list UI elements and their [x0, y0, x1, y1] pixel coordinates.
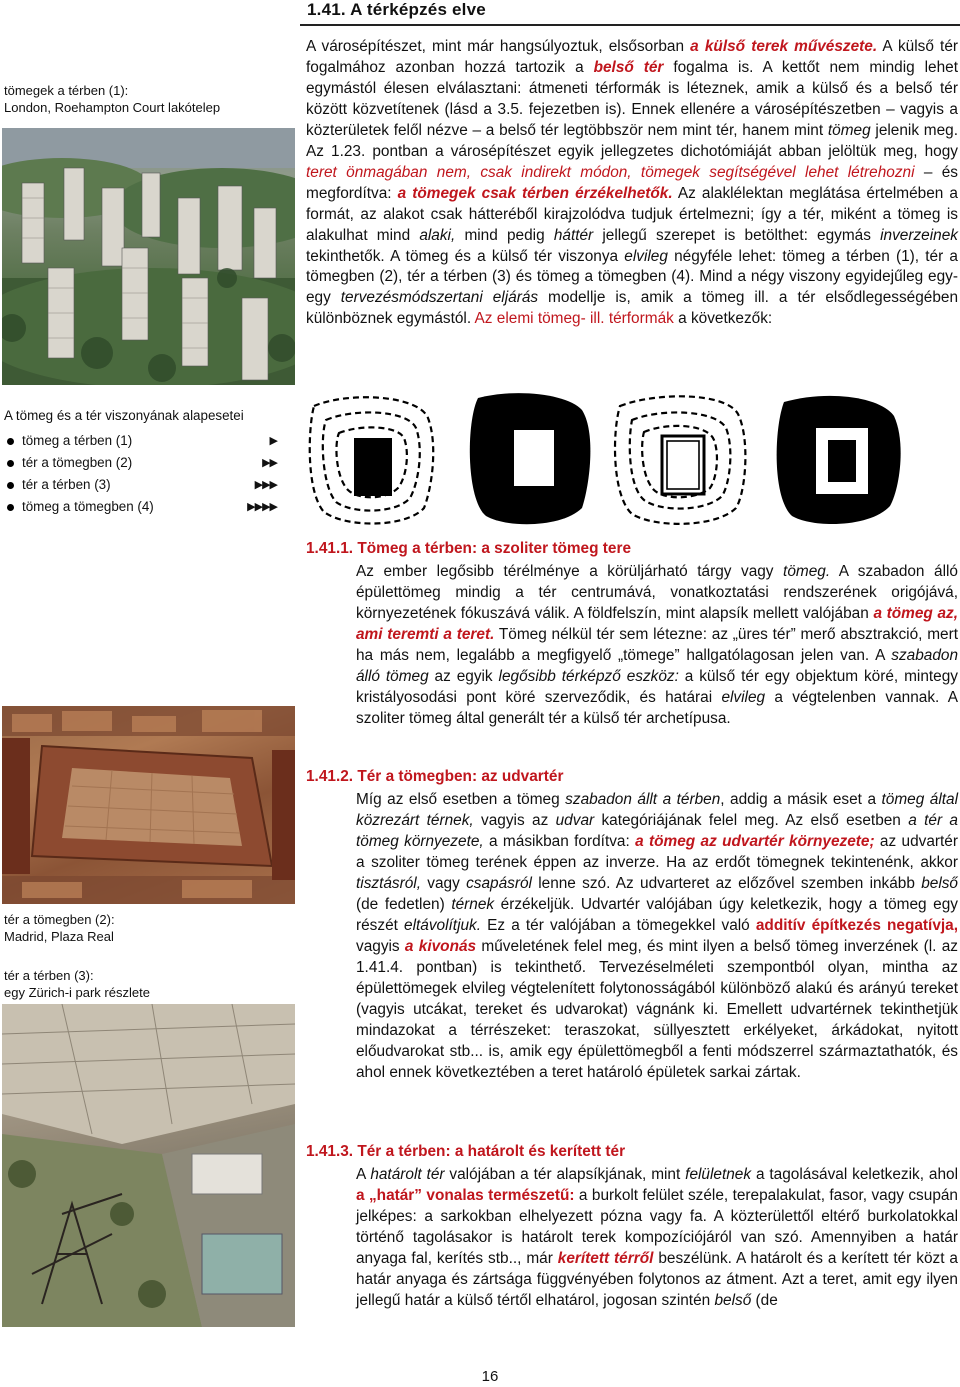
section-heading-1: 1.41.1. Tömeg a térben: a szoliter tömeg tere	[306, 540, 632, 557]
caption-madrid-line1: tér a tömegben (2):	[4, 912, 115, 927]
legend-item: tér a térben (3) ▶▶▶	[4, 474, 294, 496]
bullet-icon	[7, 482, 14, 489]
photo-zurich	[2, 1004, 295, 1327]
section-heading-3: 1.41.3. Tér a térben: a határolt és kerített tér	[306, 1143, 626, 1160]
diagram-bounded-frame	[662, 436, 704, 494]
legend-title: A tömeg és a tér viszonyának alapesetei	[4, 408, 244, 423]
caption-roehampton-line2: London, Roehampton Court lakótelep	[4, 100, 221, 115]
caption-madrid-line2: Madrid, Plaza Real	[4, 929, 114, 944]
page-number: 16	[481, 1368, 499, 1385]
caption-roehampton	[4, 82, 294, 116]
bullet-icon	[7, 438, 14, 445]
caption-zurich-line1: tér a térben (3):	[4, 968, 94, 983]
diagram-bounded-inner	[667, 441, 699, 489]
intro-paragraph: A városépítészet, mint már hangsúlyoztuk, elsősorban a külső terek művészete. A külső tér fogalmához azonban hozzá tartozik a belső tér fogalma is. A kettőt nem mindig lehet egymástól élesen elválasztani: átmeneti térformák is léteznek, amik a külső és a belső tér között közvetítenek (lásd a 3.5. fejezetben is). Ennek ellenére a városépítészetben – vagyis a közterületek felől nézve – a belső tér legtöbbször nem mint tér, hanem mint tömeg jelenik meg. Az 1.23. pontban a városépítészet egyik jellegzetes dichotómiáját abban jelöltük meg, hogy teret önmagában nem, csak indirekt módon, tömegek segítségével lehet létrehozni – és megfordítva: a tömegek csak térben érzékelhetők. Az alaklélektan meglátása értelmében a formát, az alakot csak hátteréből kirajzolódva tudjuk értelmezni; így a tér, miként a tömeg is alakulhat mind alaki, mind pedig háttér jellegű szerepet is betölthet: egymás inverzeinek tekinthetők. A tömeg és a külső tér viszonya elvileg négyféle lehet: tömeg a térben (1), tér a tömegben (2), tér a térben (3) és tömeg a tömegben (4). Mind a négy viszony egyidejűleg egy-egy tervezésmódszertani eljárás modellje is, amik a tömeg ill. a tér elsődlegességében különböznek egymástól. Az elemi tömeg- ill. térformák a következők:	[306, 38, 959, 328]
diagram-void	[514, 430, 554, 486]
caption-roehampton-line1: tömegek a térben (1):	[4, 83, 129, 98]
page-title: 1.41. A térképzés elve	[307, 0, 486, 19]
roehampton-illustration	[2, 128, 295, 385]
section-body-1: Az ember legősibb térélménye a körüljárható tárgy vagy tömeg. A szabadon álló épülettömeg mindig a tér centrumává, vonatkoztatási rendszerének origójává, környezetének fókuszává válik. A földfelszín, mint alapsík mellett valójában a tömeg az, ami teremti a teret. Tömeg nélkül tér sem létezne: az „üres tér” merő absztrakció, mert ha más nem, legalább a megfigyelő „tömege” hallgatólagosan jelen van. A szabadon álló tömeg az egyik legősibb térképző eszköz: a külső tér egy objektum köré, mintegy kristályosodási pont köré szerveződik, és határai elvileg a végtelenben vannak. A szoliter tömeg által generált tér a külső tér archetípusa.	[356, 563, 958, 727]
caption-zurich	[4, 967, 294, 1001]
photo-madrid	[2, 706, 295, 904]
arrow-icon: ▶▶	[262, 457, 277, 469]
section-body-3: A határolt tér valójában a tér alapsíkjának, mint felületnek a tagolásával keletkezik, ahol a „határ” vonalas természetű: a burkolt felület széle, terepalakulat, fasor, vagy csupán jelképes: a sarkokban elhelyezett pózna vagy fa. A közterülettől eltérő burkolatokkal történő tagolásakor is határolt terek kompozíciójáról van szó. Amennyiben a határ anyaga fal, kerítés stb.., már kerített térről beszélünk. A határolt és a kerített tér közt a határ anyaga és zártsága függvényében folytonos az átment. Azt a teret, amit egy ilyen jellegű határ a külső tértől elhatárol, jogosan szintén belső (de	[356, 1166, 958, 1309]
mass-space-legend	[4, 408, 294, 518]
section-heading-2: 1.41.2. Tér a tömegben: az udvartér	[306, 768, 564, 785]
arrow-icon: ▶	[269, 435, 277, 447]
photo-roehampton	[2, 128, 295, 385]
arrow-icon: ▶▶▶▶	[247, 501, 277, 513]
title-rule	[300, 24, 960, 26]
madrid-illustration	[2, 706, 295, 904]
diagram-solid-mass	[354, 438, 392, 496]
legend-item: tömeg a térben (1) ▶	[4, 430, 294, 452]
mass-space-diagrams	[306, 388, 902, 528]
bullet-icon	[7, 460, 14, 467]
caption-madrid	[4, 911, 294, 945]
arrow-icon: ▶▶▶	[254, 479, 277, 491]
diagram-inner-mass	[828, 440, 856, 482]
bullet-icon	[7, 504, 14, 511]
legend-item: tömeg a tömegben (4) ▶▶▶▶	[4, 496, 294, 518]
section-body-2: Míg az első esetben a tömeg szabadon állt a térben, addig a másik eset a tömeg által közrezárt térnek, vagyis az udvar kategóriájának felel meg. Az első esetben a tér a tömeg környezete, a másikban fordítva: a tömeg az udvartér környezete; az udvartér a szoliter tömeg terének éppen az inverze. Ha az erdőt tömegnek tekintenénk, akkor tisztásról, vagy csapásról lenne szó. Az udvarteret az előzővel szemben inkább belső (de fedetlen) térnek érzékeljük. Udvartér valójában úgy keletkezik, hogy a tömeg egy részét eltávolítjuk. Ez a tér valójában a tömegekkel való additív építkezés negatívja, vagyis a kivonás műveletének felel meg, és mint ilyen a belső tömeg inverzének (l. az 1.41.4. pontban) is tekinthető. Tervezéselméleti szempontból olyan, mintha az épülettömegek elvileg végtelenített folytonosságából különböző alakú és arányú tereket (vagyis utcákat, tereket és udvarokat) vágnánk ki. Emellett udvartérnek tekinthetjük mindazokat a térrészeket: teraszokat, süllyesztett erkélyeket, árkádokat, nyitott előudvarokat stb... is, amik egy épülettömegből a fenti módszerrel származtathatók, és ahol ennek következtében a teret határoló épületek sarkai zártak.	[356, 791, 959, 1081]
legend-item: tér a tömegben (2) ▶▶	[4, 452, 294, 474]
diagram-space-in-space	[615, 396, 745, 524]
caption-zurich-line2: egy Zürich-i park részlete	[4, 985, 150, 1000]
zurich-illustration	[2, 1004, 295, 1327]
